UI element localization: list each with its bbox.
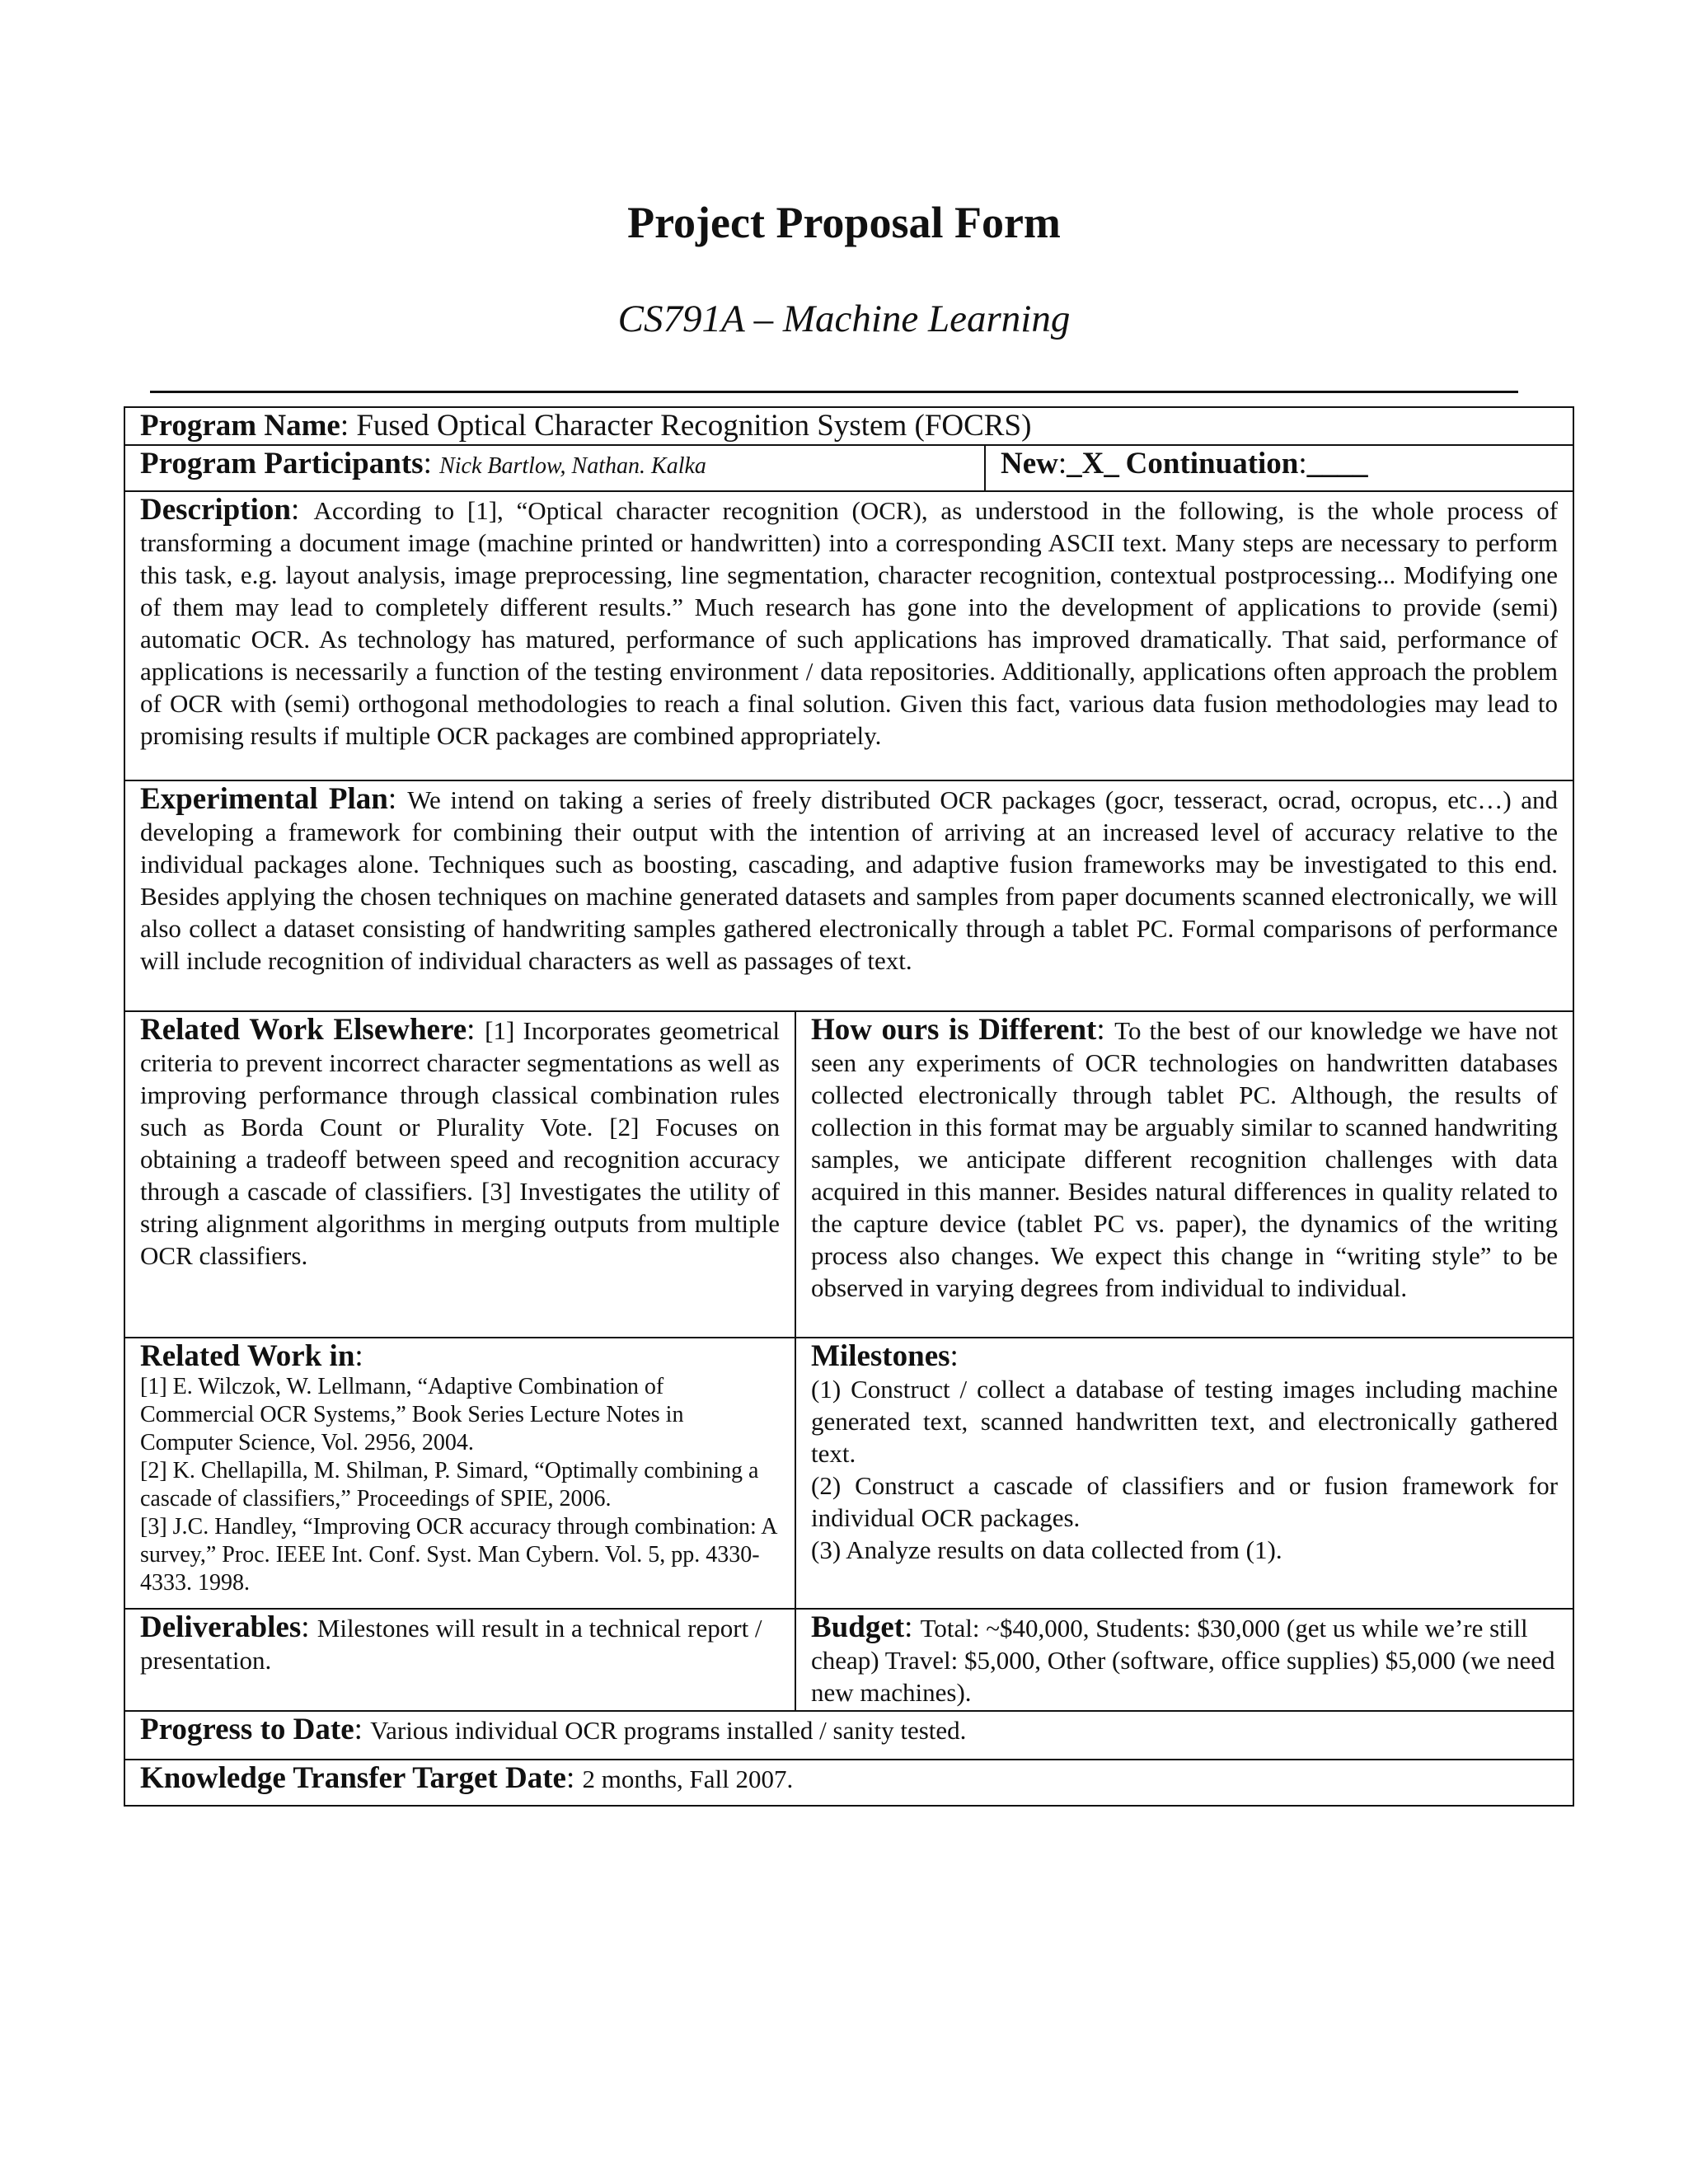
experimental-plan-row: Experimental Plan: We intend on taking a series of freely distributed OCR packages (gocr, tesseract, ocrad, ocropus, etc…) and developing a framework for combining their output with the intention of arriving at an increased level of accuracy relative to the individual packages alone. Techniques such as boosting, cascading, and adaptive fusion frameworks may be investigated to this end. Besides applying the chosen techniques on machine generated datasets and samples from paper documents scanned electronically, we will also collect a dataset consisting of handwriting samples gathered electronically through a tablet PC. Formal comparisons of performance will include recognition of individual characters as well as passages of text.: [124, 780, 1573, 1011]
milestones-label: Milestones: [811, 1339, 950, 1373]
proposal-form-table: [124, 406, 1574, 1807]
related-work-elsewhere-label: Related Work Elsewhere: [140, 1013, 467, 1047]
related-work-elsewhere-text: [1] Incorporates geometrical criteria to prevent incorrect character segmentations as well as improving performance through classical combination rules such as Borda Count or Plurality Vote. [2] Focuses on obtaining a tradeoff between speed and recognition accuracy through a cascade of classifiers. [3] Investigates the utility of string alignment algorithms in merging outputs from multiple OCR classifiers.: [140, 1016, 780, 1270]
milestone-item: (3) Analyze results on data collected from (1).: [811, 1535, 1282, 1564]
description-label: Description: [140, 493, 291, 527]
progress-row: Progress to Date: Various individual OCR programs installed / sanity tested.: [124, 1711, 1573, 1760]
page-title: Project Proposal Form: [627, 198, 1061, 247]
progress-label: Progress to Date: [140, 1713, 354, 1746]
participants-label: Program Participants: [140, 447, 424, 480]
program-name-label: Program Name: [140, 409, 340, 443]
progress-text: Various individual OCR programs installed / sanity tested.: [370, 1716, 967, 1745]
budget-text: Total: ~$40,000, Students: $30,000 (get us while we’re still cheap) Travel: $5,000, Other (software, office supplies) $5,000 (we need new machines).: [811, 1614, 1555, 1707]
budget-label: Budget: [811, 1610, 905, 1644]
page-subtitle: CS791A – Machine Learning: [617, 298, 1071, 340]
participants-row: Program Participants: Nick Bartlow, Nathan. Kalka New:_X_ Continuation:____: [124, 445, 1573, 491]
new-label: New: [1001, 447, 1058, 480]
knowledge-transfer-text: 2 months, Fall 2007.: [582, 1765, 794, 1793]
reference-list: [140, 1373, 780, 1597]
related-work-row: Related Work Elsewhere: [1] Incorporates geometrical criteria to prevent incorrect character segmentations as well as improving performance through classical combination rules such as Borda Count or Plurality Vote. [2] Focuses on obtaining a tradeoff between speed and recognition accuracy through a cascade of classifiers. [3] Investigates the utility of string alignment algorithms in merging outputs from multiple OCR classifiers. How ours is Different: To the best of our knowledge we have not seen any experiments of OCR technologies on handwritten databases collected electronically through tablet PC. Although, the results of collection in this format may be arguably similar to scanned handwriting samples, we anticipate different recognition challenges with data acquired in this manner. Besides natural differences in quality related to the capture device (tablet PC vs. paper), the dynamics of the writing process also changes. We expect this change in “writing style” to be observed in varying degrees from individual to individual.: [124, 1011, 1573, 1338]
continuation-value: ____: [1306, 447, 1368, 480]
how-different-label: How ours is Different: [811, 1013, 1097, 1047]
milestone-item: (1) Construct / collect a database of testing images including machine generated text, scanned handwritten text, and electronically gathered text.: [811, 1375, 1559, 1468]
reference-item: [2] K. Chellapilla, M. Shilman, P. Simard, “Optimally combining a cascade of classifiers,” Proceedings of SPIE, 2006.: [140, 1458, 759, 1511]
continuation-label: Continuation: [1125, 447, 1299, 480]
participants-value: Nick Bartlow, Nathan. Kalka: [439, 453, 706, 479]
experimental-plan-label: Experimental Plan: [140, 782, 388, 816]
milestone-item: (2) Construct a cascade of classifiers and or fusion framework for individual OCR packages.: [811, 1471, 1559, 1532]
deliverables-label: Deliverables: [140, 1610, 302, 1644]
knowledge-transfer-row: Knowledge Transfer Target Date: 2 months, Fall 2007.: [124, 1760, 1573, 1806]
deliverables-budget-row: Deliverables: Milestones will result in a technical report / presentation. Budget: Total: ~$40,000, Students: $30,000 (get us while we’re still cheap) Travel: $5,000, Other (software, office supplies) $5,000 (we need new machines).: [124, 1609, 1573, 1711]
reference-item: [3] J.C. Handley, “Improving OCR accuracy through combination: A survey,” Proc. IEEE Int. Conf. Syst. Man Cybern. Vol. 5, pp. 4330-4333. 1998.: [140, 1514, 776, 1596]
related-work-in-label: Related Work in: [140, 1339, 355, 1373]
deliverables-text: Milestones will result in a technical report / presentation.: [140, 1614, 762, 1675]
description-row: Description: According to [1], “Optical character recognition (OCR), as understood in the following, is the whole process of transforming a document image (machine printed or handwritten) into a corresponding ASCII text. Many steps are necessary to perform this task, e.g. layout analysis, image preprocessing, line segmentation, character recognition, contextual postprocessing... Modifying one of them may lead to completely different results.” Much research has gone into the development of applications to provide (semi) automatic OCR. As technology has matured, performance of such applications has improved dramatically. That said, performance of applications is necessarily a function of the testing environment / data repositories. Additionally, applications often approach the problem of OCR with (semi) orthogonal methodologies to reach a final solution. Given this fact, various data fusion methodologies may lead to promising results if multiple OCR packages are combined appropriately.: [124, 491, 1573, 780]
reference-item: [1] E. Wilczok, W. Lellmann, “Adaptive Combination of Commercial OCR Systems,” Book Series Lecture Notes in Computer Science, Vol. 2956, 2004.: [140, 1374, 684, 1455]
how-different-text: To the best of our knowledge we have not seen any experiments of OCR technologies on handwritten databases collected electronically through tablet PC. Although, the results of collection in this format may be arguably similar to scanned handwriting samples, we anticipate different recognition challenges with data acquired in this manner. Besides natural differences in quality related to the capture device (tablet PC vs. paper), the dynamics of the writing process also changes. We expect this change in “writing style” to be observed in varying degrees from individual to individual.: [811, 1016, 1559, 1302]
description-text: According to [1], “Optical character recognition (OCR), as understood in the following, is the whole process of transforming a document image (machine printed or handwritten) into a corresponding ASCII text. Many steps are necessary to perform this task, e.g. layout analysis, image preprocessing, line segmentation, character recognition, contextual postprocessing... Modifying one of them may lead to completely different results.” Much research has gone into the development of applications to provide (semi) automatic OCR. As technology has matured, performance of such applications has improved dramatically. That said, performance of applications is necessarily a function of the testing environment / data repositories. Additionally, applications often approach the problem of OCR with (semi) orthogonal methodologies to reach a final solution. Given this fact, various data fusion methodologies may lead to promising results if multiple OCR packages are combined appropriately.: [140, 496, 1559, 750]
references-milestones-row: Related Work in: [1] E. Wilczok, W. Lellmann, “Adaptive Combination of Commercial OCR Systems,” Book Series Lecture Notes in Computer Science, Vol. 2956, 2004. [2] K. Chellapilla, M. Shilman, P. Simard, “Optimally combining a cascade of classifiers,” Proceedings of SPIE, 2006. [3] J.C. Handley, “Improving OCR accuracy through combination: A survey,” Proc. IEEE Int. Conf. Syst. Man Cybern. Vol. 5, pp. 4330-4333. 1998. Milestones: (1) Construct / collect a database of testing images including machine generated text, scanned handwritten text, and electronically gathered text. (2) Construct a cascade of classifiers and or fusion framework for individual OCR packages. (3) Analyze results on data collected from (1).: [124, 1338, 1573, 1609]
milestones-list: [811, 1373, 1558, 1566]
program-name-value: Fused Optical Character Recognition System (FOCRS): [356, 409, 1032, 443]
title-divider: [150, 391, 1518, 393]
knowledge-transfer-label: Knowledge Transfer Target Date: [140, 1761, 566, 1795]
experimental-plan-text: We intend on taking a series of freely distributed OCR packages (gocr, tesseract, ocrad, ocropus, etc…) and developing a framework for combining their output with the intention of arriving at an increased level of accuracy relative to the individual packages alone. Techniques such as boosting, cascading, and adaptive fusion frameworks may be investigated to this end. Besides applying the chosen techniques on machine generated datasets and samples from paper documents scanned electronically, we will also collect a dataset consisting of handwriting samples gathered electronically through a tablet PC. Formal comparisons of performance will include recognition of individual characters as well as passages of text.: [140, 785, 1559, 975]
program-name-row: Program Name: Fused Optical Character Recognition System (FOCRS): [124, 407, 1573, 445]
new-value: _X_: [1067, 447, 1119, 480]
